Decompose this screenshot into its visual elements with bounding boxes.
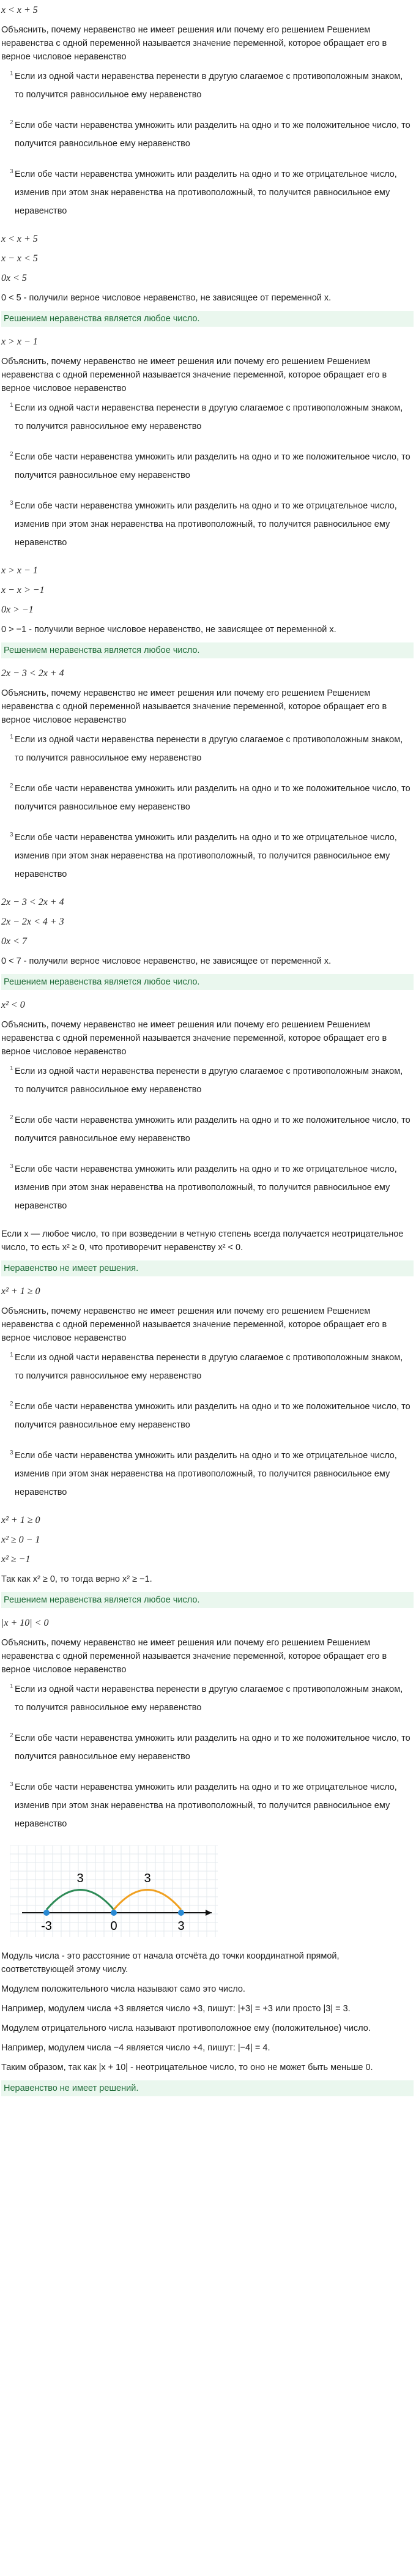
solution-step: x² ≥ 0 − 1 [1,1535,40,1545]
rule-item [1,1778,414,1833]
point-label: 3 [177,1919,185,1933]
rule-number: 3 [10,1163,13,1170]
rule-text: Если обе части неравенства умножить или разделить на одно и то же отрицательное число, изменив при этом знак неравенства на противоположный, то получится равносильное ему неравенство [15,1164,397,1211]
exercise-section [1,4,414,327]
rule-item [1,448,414,485]
note-text: Например, модулем числа +3 является число +3, пишут: |+3| = +3 или просто |3| = 3. [1,2004,351,2014]
conclusion-text: Так как x² ≥ 0, то тогда верно x² ≥ −1. [1,1574,152,1584]
rule-number: 2 [10,451,13,458]
rule-text: Если обе части неравенства умножить или разделить на одно и то же отрицательное число, изменив при этом знак неравенства на противоположный, то получится равносильное ему неравенство [15,501,397,548]
task-intro: Объяснить, почему неравенство не имеет решения или почему его решением Решением неравенства с одной переменной называется значение переменной, которое обращает его в верное числовое неравенство [1,1638,387,1675]
point-marker [178,1910,184,1916]
solution-step: 0x > −1 [1,605,34,615]
rules-list [1,1349,414,1502]
number-line-diagram [10,1845,218,1937]
solution-step: 2x − 3 < 2x + 4 [1,897,64,907]
rule-number: 3 [10,832,13,838]
rules-list [1,67,414,220]
answer-banner: Решением неравенства является любое число. [1,642,414,658]
rule-text: Если обе части неравенства умножить или разделить на одно и то же положительное число, то получится равносильное ему неравенство [15,784,410,812]
rule-number: 2 [10,1114,13,1121]
rule-number: 2 [10,1401,13,1407]
exercise-section [1,335,414,658]
rule-number: 1 [10,70,13,77]
rule-number: 1 [10,1065,13,1072]
rule-text: Если обе части неравенства умножить или разделить на одно и то же положительное число, то получится равносильное ему неравенство [15,452,410,480]
solution-step: x − x < 5 [1,253,38,264]
rules-list [1,731,414,884]
rule-item [1,67,414,104]
rule-number: 2 [10,119,13,126]
rule-number: 1 [10,402,13,409]
task-intro: Объяснить, почему неравенство не имеет решения или почему его решением Решением неравенства с одной переменной называется значение переменной, которое обращает его в верное числовое неравенство [1,688,387,725]
solution-step: x² + 1 ≥ 0 [1,1515,40,1525]
exercise-section [1,999,414,1276]
distance-arc [114,1890,181,1910]
rule-item [1,116,414,153]
rule-item [1,497,414,552]
solution-step: x < x + 5 [1,234,38,244]
point-label: -3 [41,1919,52,1933]
exercise-section [1,667,414,990]
rule-number: 1 [10,734,13,740]
rule-number: 3 [10,1450,13,1456]
arc-label: 3 [144,1872,151,1885]
solution-step: x − x > −1 [1,585,45,595]
exercise-section [1,1617,414,2096]
rule-number: 1 [10,1683,13,1690]
rule-text: Если из одной части неравенства перенести в другую слагаемое с противоположным знаком, то получится равносильное ему неравенство [15,735,403,763]
rule-text: Если из одной части неравенства перенести в другую слагаемое с противоположным знаком, то получится равносильное ему неравенство [15,403,403,431]
arc-label: 3 [76,1872,84,1885]
rule-text: Если обе части неравенства умножить или разделить на одно и то же отрицательное число, изменив при этом знак неравенства на противоположный, то получится равносильное ему неравенство [15,1782,397,1829]
inequality-expression: x² < 0 [1,1000,25,1010]
exercise-section [1,1285,414,1608]
task-intro: Объяснить, почему неравенство не имеет решения или почему его решением Решением неравенства с одной переменной называется значение переменной, которое обращает его в верное числовое неравенство [1,1020,387,1057]
rule-text: Если обе части неравенства умножить или разделить на одно и то же положительное число, то получится равносильное ему неравенство [15,1115,410,1144]
rule-text: Если обе части неравенства умножить или разделить на одно и то же положительное число, то получится равносильное ему неравенство [15,121,410,149]
rule-number: 2 [10,1732,13,1739]
rule-item [1,1349,414,1385]
rule-text: Если из одной части неравенства перенести в другую слагаемое с противоположным знаком, то получится равносильное ему неравенство [15,1684,403,1713]
solution-step: x > x − 1 [1,565,38,576]
point-label: 0 [110,1919,117,1933]
rule-item [1,399,414,436]
inequality-expression: x < x + 5 [1,5,38,15]
rule-item [1,165,414,220]
rule-item [1,1160,414,1215]
solution-step: 0x < 7 [1,936,27,947]
solution-step: x² ≥ −1 [1,1554,31,1565]
rules-list [1,1062,414,1215]
rule-item [1,1446,414,1502]
task-intro: Объяснить, почему неравенство не имеет решения или почему его решением Решением неравенства с одной переменной называется значение переменной, которое обращает его в верное числовое неравенство [1,1306,387,1343]
task-intro: Объяснить, почему неравенство не имеет решения или почему его решением Решением неравенства с одной переменной называется значение переменной, которое обращает его в верное числовое неравенство [1,25,387,62]
rules-list [1,399,414,552]
answer-banner: Неравенство не имеет решений. [1,2080,414,2096]
note-text: Модулем отрицательного числа называют противоположное ему (положительное) число. [1,2023,371,2033]
answer-banner: Решением неравенства является любое число. [1,311,414,327]
rule-number: 1 [10,1352,13,1358]
rule-text: Если обе части неравенства умножить или разделить на одно и то же отрицательное число, изменив при этом знак неравенства на противоположный, то получится равносильное ему неравенство [15,1451,397,1497]
solution-step: 0x < 5 [1,273,27,283]
note-text: Таким образом, так как |x + 10| - неотрицательное число, то оно не может быть меньше 0. [1,2063,373,2072]
rule-item [1,1062,414,1099]
conclusion-text: 0 > −1 - получили верное числовое неравенство, не зависящее от переменной x. [1,625,336,635]
note-text: Например, модулем числа −4 является число +4, пишут: |−4| = 4. [1,2043,270,2053]
rule-text: Если обе части неравенства умножить или разделить на одно и то же отрицательное число, изменив при этом знак неравенства на противоположный, то получится равносильное ему неравенство [15,169,397,216]
rule-text: Если из одной части неравенства перенести в другую слагаемое с противоположным знаком, то получится равносильное ему неравенство [15,72,403,100]
conclusion-text: Если x — любое число, то при возведении в четную степень всегда получается неотрицательное число, то есть x² ≥ 0, что противоречит неравенству x² < 0. [1,1229,404,1253]
rule-number: 3 [10,168,13,175]
inequality-expression: 2x − 3 < 2x + 4 [1,668,64,679]
rule-item [1,780,414,816]
rule-number: 3 [10,500,13,507]
conclusion-text: 0 < 5 - получили верное числовое неравенство, не зависящее от переменной x. [1,293,332,303]
rules-list [1,1680,414,1833]
rule-text: Если обе части неравенства умножить или разделить на одно и то же положительное число, то получится равносильное ему неравенство [15,1402,410,1430]
rule-number: 3 [10,1781,13,1788]
conclusion-text: 0 < 7 - получили верное числовое неравенство, не зависящее от переменной x. [1,956,332,966]
note-text: Модуль числа - это расстояние от начала отсчёта до точки координатной прямой, соответствующей этому числу. [1,1951,340,1975]
inequality-expression: |x + 10| < 0 [1,1618,49,1628]
answer-banner: Решением неравенства является любое число. [1,974,414,990]
solution-step: 2x − 2x < 4 + 3 [1,917,64,927]
point-marker [43,1910,50,1916]
task-intro: Объяснить, почему неравенство не имеет решения или почему его решением Решением неравенства с одной переменной называется значение переменной, которое обращает его в верное числовое неравенство [1,357,387,393]
rule-item [1,731,414,767]
rule-number: 2 [10,783,13,789]
rule-item [1,1111,414,1148]
point-marker [111,1910,117,1916]
answer-banner: Неравенство не имеет решения. [1,1260,414,1276]
answer-banner: Решением неравенства является любое число. [1,1592,414,1608]
rule-item [1,1729,414,1766]
rule-text: Если обе части неравенства умножить или разделить на одно и то же положительное число, то получится равносильное ему неравенство [15,1733,410,1762]
rule-text: Если из одной части неравенства перенести в другую слагаемое с противоположным знаком, то получится равносильное ему неравенство [15,1067,403,1095]
axis-arrow [206,1910,212,1916]
rule-text: Если из одной части неравенства перенести в другую слагаемое с противоположным знаком, то получится равносильное ему неравенство [15,1353,403,1381]
rule-item [1,1398,414,1434]
note-text: Модулем положительного числа называют само это число. [1,1984,245,1994]
rule-item [1,1680,414,1717]
inequality-expression: x > x − 1 [1,337,38,347]
rule-item [1,828,414,884]
rule-text: Если обе части неравенства умножить или разделить на одно и то же отрицательное число, изменив при этом знак неравенства на противоположный, то получится равносильное ему неравенство [15,833,397,879]
inequality-expression: x² + 1 ≥ 0 [1,1286,40,1297]
document [0,4,416,2096]
